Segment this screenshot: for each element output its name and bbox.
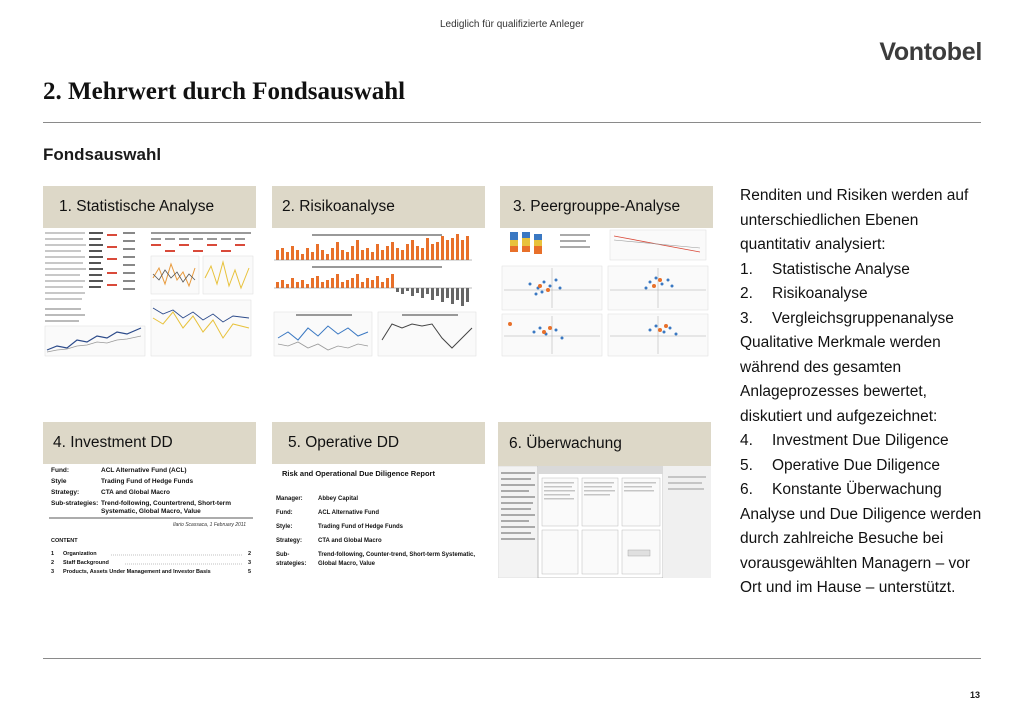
doc4-value-2: CTA and Global Macro <box>101 489 170 496</box>
list-item: 2. Risikoanalyse <box>740 285 868 302</box>
doc4-toc-page-0: 2 <box>248 551 252 557</box>
doc5-key-4: Sub- <box>276 552 290 558</box>
doc4-toc-num-0: 1 <box>51 551 55 557</box>
page-number: 13 <box>969 690 980 700</box>
list-item: 6. Konstante Überwachung <box>740 481 942 498</box>
audience-notice: Lediglich für qualifizierte Anleger <box>440 19 584 30</box>
doc5-value-1: ACL Alternative Fund <box>318 510 380 516</box>
operational-dd-thumbnail <box>272 464 485 576</box>
doc4-toc-num-2: 3 <box>51 569 55 575</box>
page-title: 2. Mehrwert durch Fondsauswahl <box>43 78 406 105</box>
box-operational-dd <box>272 422 485 576</box>
list-item: 1. Statistische Analyse <box>740 260 910 278</box>
doc5-value-0: Abbey Capital <box>318 496 359 502</box>
doc4-toc-title-0: Organization <box>63 551 97 557</box>
middle-paragraph: Qualitative Merkmale werden während des gesamten Anlageprozesses bewertet, diskutiert und aufgezeichnet: <box>740 334 941 425</box>
footer-divider <box>43 658 981 659</box>
doc4-toc-num-1: 2 <box>51 560 55 566</box>
box-statistical-analysis <box>43 186 256 358</box>
box-header: 5. Operative DD <box>272 422 485 464</box>
risk-analysis-thumbnail <box>272 228 485 358</box>
monitoring-thumbnail <box>498 466 711 578</box>
box-peergroup-analysis <box>500 186 713 358</box>
doc4-key-0: Fund: <box>51 467 70 474</box>
list-item: 5. Operative Due Diligence <box>740 456 941 474</box>
doc4-value-1: Trading Fund of Hedge Funds <box>101 478 194 485</box>
vontobel-logo: Vontobel <box>879 38 982 66</box>
statistical-analysis-thumbnail <box>43 228 256 358</box>
box-header: 4. Investment DD <box>43 422 256 464</box>
box-header: 1. Statistische Analyse <box>43 186 256 228</box>
doc4-content-label: CONTENT <box>51 538 78 544</box>
box-monitoring <box>498 422 711 578</box>
doc5-title: Risk and Operational Due Diligence Report <box>282 469 435 478</box>
section-subtitle: Fondsauswahl <box>43 145 162 164</box>
doc4-key-3: Sub-strategies: <box>51 500 99 507</box>
doc5-value-3: CTA and Global Macro <box>318 538 382 544</box>
doc4-toc-page-1: 3 <box>248 560 252 566</box>
list-item: 3. Vergleichsgruppenanalyse <box>740 309 954 327</box>
outro-paragraph: Analyse und Due Diligence werden durch zahlreiche Besuche bei vorausgewählten Managern – vor Ort und im Hause – unterstützt. <box>740 505 982 596</box>
doc5-value-5: Global Macro, Value <box>318 561 376 567</box>
box-investment-dd <box>43 422 256 576</box>
list-item: 4. Investment Due Diligence <box>740 432 949 449</box>
box-risk-analysis <box>272 186 485 358</box>
doc4-toc-page-2: 5 <box>248 569 252 575</box>
doc5-key-5: strategies: <box>276 561 307 567</box>
doc5-key-2: Style: <box>276 524 293 530</box>
doc4-key-2: Strategy: <box>51 489 80 496</box>
investment-dd-thumbnail <box>43 464 256 576</box>
right-description <box>740 184 990 601</box>
box-header: 6. Überwachung <box>498 422 711 466</box>
title-divider <box>43 122 981 123</box>
doc4-value-3: Trend-following, Countertrend, Short-term <box>101 500 231 507</box>
doc4-value-0: ACL Alternative Fund (ACL) <box>101 467 187 474</box>
doc4-toc-title-1: Staff Background <box>63 560 109 566</box>
doc4-toc-title-2: Products, Assets Under Management and Investor Basis <box>63 569 211 575</box>
box-header: 2. Risikoanalyse <box>272 186 485 228</box>
doc5-key-1: Fund: <box>276 510 293 516</box>
doc5-key-0: Manager: <box>276 496 303 502</box>
doc5-key-3: Strategy: <box>276 538 303 544</box>
doc4-author: Ilario Scassaca, 1 February 2011 <box>173 522 247 528</box>
doc5-value-4: Trend-following, Counter-trend, Short-term Systematic, <box>318 552 476 558</box>
doc5-value-2: Trading Fund of Hedge Funds <box>318 524 403 530</box>
intro-paragraph: Renditen und Risiken werden auf unterschiedlichen Ebenen quantitativ analysiert: <box>740 187 969 253</box>
doc4-value-4: Systematic, Global Macro, Value <box>101 508 201 515</box>
peergroup-analysis-thumbnail <box>500 228 713 358</box>
doc4-key-1: Style <box>51 478 67 485</box>
box-header: 3. Peergrouppe-Analyse <box>500 186 713 228</box>
